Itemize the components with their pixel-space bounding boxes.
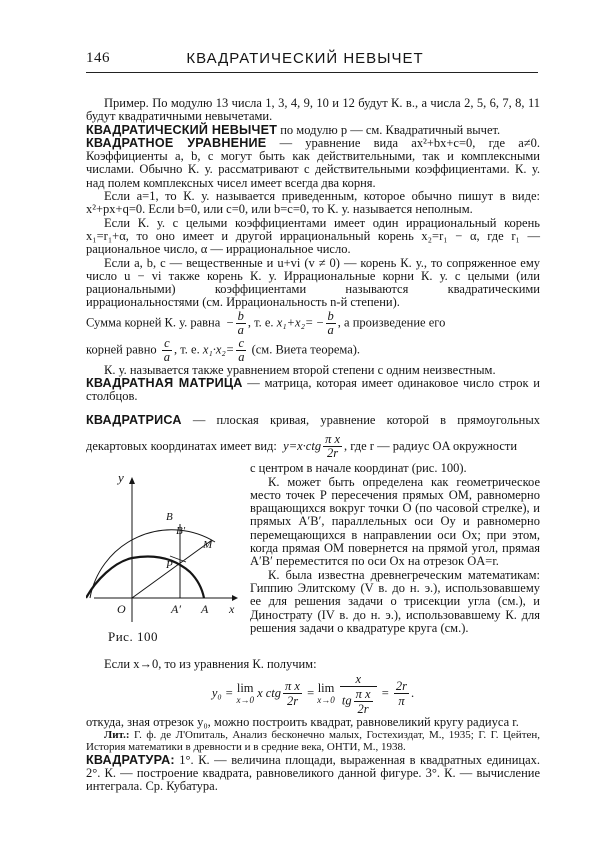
formula: x₁+x₂= [276,315,314,330]
label-o: O [117,602,126,617]
denominator: 2r [326,446,339,461]
entry-text: — плоская кривая, уравнение которой в прямоугольных декартовых координатах имеет вид: [86,412,540,453]
vieta-product-line [86,337,540,364]
denominator: a [237,322,244,337]
denominator: 2r [286,694,299,709]
text: , а произведение его [337,315,446,330]
fraction [326,310,336,337]
figure-caption: Рис. 100 [108,629,158,645]
entry-text: по модулю p — см. Квадратичный вычет. [277,122,501,137]
formula: y=x·ctg [283,438,322,453]
entry-kvadratrisa [86,407,540,461]
label-x: x [229,602,235,617]
headword-kvadratrisa: КВАДРАТРИСА [86,412,182,427]
text: , т. е. [247,315,274,330]
header-rule [86,72,538,73]
tg: tg [341,692,352,707]
text: (см. Виета теорема). [251,342,361,357]
running-title: КВАДРАТИЧЕСКИЙ НЕВЫЧЕТ [186,50,424,67]
text: корней равно [86,342,157,357]
entry-nevychet [86,124,540,137]
period: . [411,685,415,700]
quadratrix-curve [86,557,204,598]
label-b-prime: B′ [176,525,186,538]
numerator: x [340,672,377,687]
paragraph: К. может быть определена как геометрическое место точек P пересечения прямых OM, равномерно вращающихся вокруг точки O (по часовой стрелке), и прямых A′B′, параллельных оси Oy и равномерно перемещающихся в направлении оси Ox; при этом, когда прямая OM повернется на прямой угол, прямая A′B′ переместится по оси Ox на отрезок OA=r. [250,474,540,569]
figure-block [86,462,540,658]
numerator: π x [325,432,341,447]
paragraph: откуда, зная отрезок y₀, можно построить квадрат, равновеликий кругу радиуса r. [86,714,519,729]
y-axis-arrow [129,477,135,484]
figure-100 [86,462,244,658]
label-p: P [166,559,173,572]
entry-kvadratura [86,754,540,794]
lim-word: lim [317,680,335,695]
page-body [86,97,540,794]
fraction [236,310,246,337]
fraction [354,687,373,716]
paragraph: К. была известна древнегреческим математикам: Гиппию Элитскому (V в. до н. э.), использовавшему ее для решения задачи о трисекции угла (см.), и Динострату (IV в. до н. э.), использовавшему К. для решения задачи о квадратуре круга (см.). [250,567,540,635]
denominator: π [398,694,405,709]
denominator: a [238,349,245,364]
limit-formula [86,672,540,716]
fraction [340,672,377,716]
paragraph: К. у. называется также уравнением второй степени с одним неизвестным. [104,362,496,377]
lim-sub: x→0 [236,694,254,705]
page-header [86,50,524,70]
fraction [283,679,302,708]
paragraph: Если x→0, то из уравнения К. получим: [104,657,317,672]
formula: x₁·x₂= [202,342,235,357]
literature [86,729,540,754]
entry-text: 1°. К. — величина площади, выраженная в квадратных единицах. 2°. К. — построение квадрата, равновеликого данной фигуре. 3°. К. — вычисление интеграла. Ср. Кубатура. [86,752,540,794]
denominator: a [327,322,334,337]
paragraph: Если a=1, то К. у. называется приведенным, которое обычно пишут в виде: x²+px+q=0. Если b=0, или c=0, или b=c=0, то К. у. называется неполным. [86,189,540,217]
entry-matrica [86,377,540,404]
label-a-prime: A′ [171,602,181,617]
numerator: c [162,337,172,351]
page-number: 146 [86,50,110,66]
fraction [236,337,246,364]
headword-nevychet: КВАДРАТИЧЕСКИЙ НЕВЫЧЕТ [86,122,278,137]
equals: = [381,685,389,700]
entry-text: — уравнение вида ax²+bx+c=0, где a≠0. Коэффициенты a, b, c могут быть как действительными, так и комплексными числами. Обычно К. у. рассматривают с действительными коэффициентами. К. у. над полем комплексных чисел имеет всегда два корня. [86,135,540,190]
numerator: b [237,308,244,323]
vieta-sum-line: Сумма корней К. у. равна − $\frac{b}{a}$ , т. е. x₁+x₂= − $\frac{b}{a}$ , а произведение его [86,308,446,337]
literature-text: Г. ф. де Л'Опиталь, Анализ бесконечно малых, Гостехиздат, М., 1935; [134,728,474,741]
example-paragraph: Пример. По модулю 13 числа 1, 3, 4, 9, 10 и 12 будут К. в., а числа 2, 5, 6, 7, 8, 11 будут квадратичными невычетами. [86,96,540,124]
entry-text: — матрица, которая имеет одинаковое число строк и столбцов. [86,376,540,404]
numerator: c [236,337,246,351]
numerator: b [327,308,334,323]
paragraph: с центром в начале координат (рис. 100). [250,462,467,476]
entry-uravnenie [86,137,540,190]
denominator: a [163,349,171,364]
text: Сумма корней К. у. равна [86,315,221,330]
equals: = [307,685,315,700]
numerator: π x [355,686,371,701]
literature-text: Г. Г. Цейтен, История математики в древности и в средние века, ОНТИ, М., 1938. [86,728,541,754]
headword-matrica: КВАДРАТНАЯ МАТРИЦА [86,376,243,391]
formula-lhs: y₀ = [211,685,234,700]
label-b: B [166,511,173,524]
headword-kvadratura: КВАДРАТУРА: [86,752,175,767]
paragraph: Если a, b, c — вещественные и u+vi (v ≠ 0) — корень К. у., то сопряженное ему число u − vi также корень К. у. Иррациональные корни К. у. с целыми (или рациональными) коэффициентами называются квадратическими иррациональностями (см. Иррациональность n-й степени). [86,255,540,310]
x-axis-arrow [232,595,238,601]
fraction [323,433,342,460]
limit-op [317,682,335,706]
fraction [162,337,172,364]
lim-sub: x→0 [317,694,335,705]
denominator: 2r [357,701,369,716]
formula: x ctg [257,685,282,700]
headword-uravnenie: КВАДРАТНОЕ УРАВНЕНИЕ [86,135,267,150]
label-a: A [201,602,209,617]
text: , т. е. [174,342,200,357]
label-y: y [118,470,124,486]
text: , где r — радиус OA окружности [344,438,518,453]
circle-arc [90,530,215,598]
limit-op [236,682,254,706]
fraction [394,679,409,708]
numerator: π x [285,679,300,694]
numerator: 2r [395,679,408,694]
lim-word: lim [236,680,254,695]
denominator [340,687,377,716]
paragraph: Если К. у. с целыми коэффициентами имеет один иррациональный корень x₁=r₁+α, то оно имеет и другой иррациональный корень x₂=r₁ − α, где r₁ — рациональное число, α — иррациональное число. [86,215,540,257]
literature-head: Лит.: [104,728,130,741]
label-m: M [203,539,213,552]
